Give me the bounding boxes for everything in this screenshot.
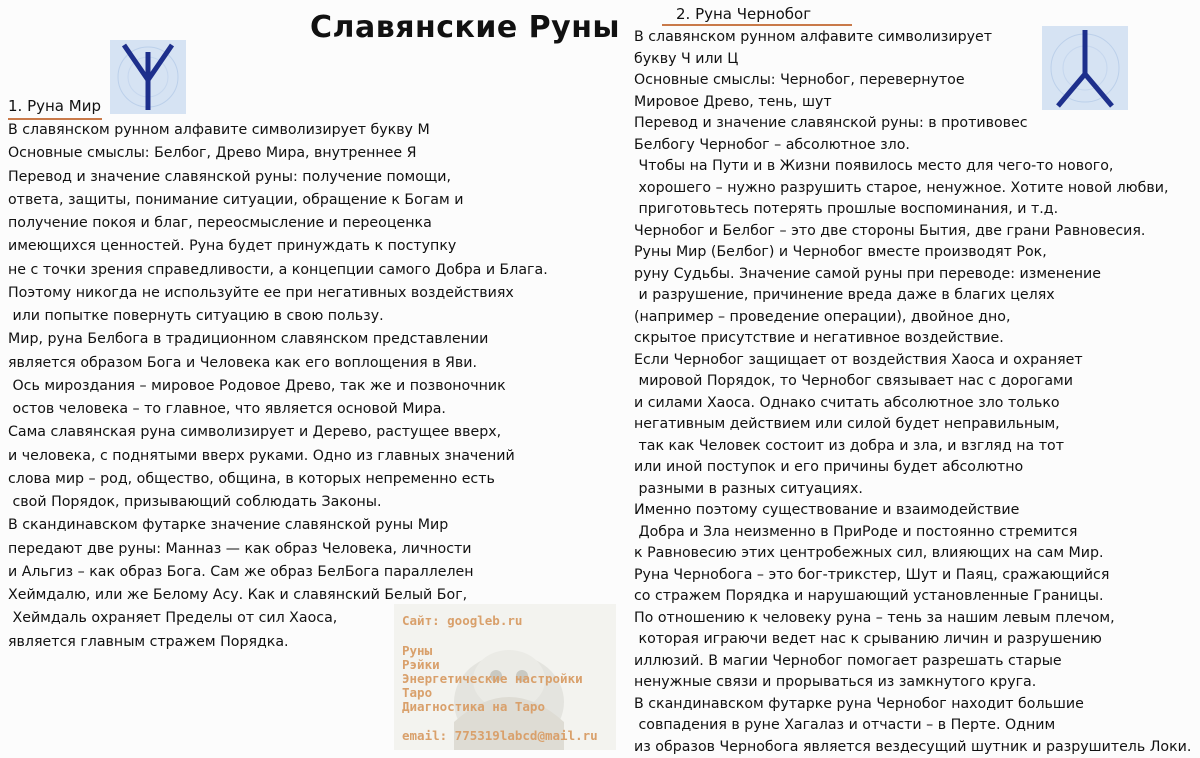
text-line: Мировое Древо, тень, шут [634, 91, 832, 114]
text-line: передают две руны: Манназ — как образ Человека, личности [8, 538, 471, 561]
text-line: является образом Бога и Человека как его воплощения в Яви. [8, 352, 477, 375]
text-line: слова мир – род, общество, община, в которых непременно есть [8, 468, 495, 491]
text-line: букву Ч или Ц [634, 48, 738, 71]
text-line: так как Человек состоит из добра и зла, и взгляд на тот [634, 435, 1064, 458]
text-line: негативным действием или силой будет неправильным, [634, 413, 1060, 436]
text-line: руну Судьбы. Значение самой руны при переводе: изменение [634, 263, 1101, 286]
text-line: имеющихся ценностей. Руна будет принуждать к поступку [8, 235, 456, 258]
text-line: По отношению к человеку руна – тень за нашим левым плечом, [634, 607, 1115, 630]
text-line: Хеймдаль охраняет Пределы от сил Хаоса, [8, 607, 337, 630]
ad-block [394, 604, 616, 750]
text-line: мировой Порядок, то Чернобог связывает нас с дорогами [634, 370, 1073, 393]
text-line: из образов Чернобога является вездесущий шутник и разрушитель Локи. [634, 736, 1191, 758]
text-line: Именно поэтому существование и взаимодействие [634, 499, 1019, 522]
text-line: Добра и Зла неизменно в ПриРоде и постоянно стремится [634, 521, 1077, 544]
text-line: свой Порядок, призывающий соблюдать Законы. [8, 491, 382, 514]
text-line: совпадения в руне Хагалаз и отчасти – в Перте. Одним [634, 714, 1055, 737]
rune-mir-icon [110, 40, 186, 114]
text-line: и человека, с поднятыми вверх руками. Одно из главных значений [8, 445, 515, 468]
text-line: получение покоя и благ, переосмысление и переоценка [8, 212, 432, 235]
text-line: Руны Мир (Белбог) и Чернобог вместе производят Рок, [634, 241, 1047, 264]
text-line: Перевод и значение славянской руны: в противовес [634, 112, 1028, 135]
text-line: или попытке повернуть ситуацию в свою пользу. [8, 305, 384, 328]
ad-site: Сайт: googleb.ru [402, 614, 522, 628]
rune-chernobog-image [1042, 26, 1128, 110]
text-line: не с точки зрения справедливости, а концепции самого Добра и Блага. [8, 259, 548, 282]
text-line: Мир, руна Белбога в традиционном славянском представлении [8, 328, 488, 351]
rune-chernobog-icon [1042, 26, 1128, 110]
text-line: Чтобы на Пути и в Жизни появилось место для чего-то нового, [634, 155, 1113, 178]
ad-item: Руны [402, 644, 432, 658]
text-line: Чернобог и Белбог – это две стороны Бытия, две грани Равновесия. [634, 220, 1145, 243]
text-line: хорошего – нужно разрушить старое, ненужное. Хотите новой любви, [634, 177, 1168, 200]
text-line: Основные смыслы: Белбог, Древо Мира, внутреннее Я [8, 142, 416, 165]
text-line: Перевод и значение славянской руны: получение помощи, [8, 166, 451, 189]
text-line: Руна Чернобога – это бог-трикстер, Шут и Паяц, сражающийся [634, 564, 1109, 587]
text-line: В славянском рунном алфавите символизирует букву М [8, 119, 430, 142]
right-heading: 2. Руна Чернобог [676, 5, 811, 23]
text-line: В славянском рунном алфавите символизирует [634, 26, 992, 49]
text-line: (например – проведение операции), двойное дно, [634, 306, 1010, 329]
ad-item: Рэйки [402, 658, 440, 672]
ad-item: Энергетические настройки [402, 672, 583, 686]
text-line: приготовьтесь потерять прошлые воспоминания, и т.д. [634, 198, 1058, 221]
text-line: является главным стражем Порядка. [8, 631, 289, 654]
text-line: Хеймдалю, или же Белому Асу. Как и славянский Белый Бог, [8, 584, 467, 607]
text-line: Сама славянская руна символизирует и Дерево, растущее вверх, [8, 421, 501, 444]
text-line: и разрушение, причинение вреда даже в благих целях [634, 284, 1055, 307]
text-line: В скандинавском футарке значение славянской руны Мир [8, 514, 448, 537]
page-title: Славянские Руны [310, 10, 620, 45]
text-line: ответа, защиты, понимание ситуации, обращение к Богам и [8, 189, 463, 212]
text-line: остов человека – то главное, что является основой Мира. [8, 398, 446, 421]
text-line: или иной поступок и его причины будет абсолютно [634, 456, 1023, 479]
text-line: и силами Хаоса. Однако считать абсолютное зло только [634, 392, 1060, 415]
left-heading: 1. Руна Мир [8, 97, 101, 115]
text-line: иллюзий. В магии Чернобог помогает разрешать старые [634, 650, 1062, 673]
text-line: ненужные связи и прорываться из замкнутого круга. [634, 671, 1036, 694]
text-line: которая играючи ведет нас к срыванию личин и разрушению [634, 628, 1102, 651]
ad-email: email: 775319labcd@mail.ru [402, 729, 598, 743]
text-line: В скандинавском футарке руна Чернобог находит большие [634, 693, 1084, 716]
text-line: скрытое присутствие и негативное воздействие. [634, 327, 1004, 350]
text-line: со стражем Порядка и нарушающий установленные Границы. [634, 585, 1103, 608]
text-line: Поэтому никогда не используйте ее при негативных воздействиях [8, 282, 514, 305]
ad-item: Диагностика на Таро [402, 700, 545, 714]
text-line: Если Чернобог защищает от воздействия Хаоса и охраняет [634, 349, 1083, 372]
ad-item: Таро [402, 686, 432, 700]
text-line: Основные смыслы: Чернобог, перевернутое [634, 69, 965, 92]
text-line: к Равновесию этих центробежных сил, влияющих на сам Мир. [634, 542, 1104, 565]
text-line: Белбогу Чернобог – абсолютное зло. [634, 134, 910, 157]
text-line: и Альгиз – как образ Бога. Сам же образ БелБога параллелен [8, 561, 474, 584]
text-line: разными в разных ситуациях. [634, 478, 863, 501]
text-line: Ось мироздания – мировое Родовое Древо, так же и позвоночник [8, 375, 506, 398]
rune-mir-image [110, 40, 186, 114]
